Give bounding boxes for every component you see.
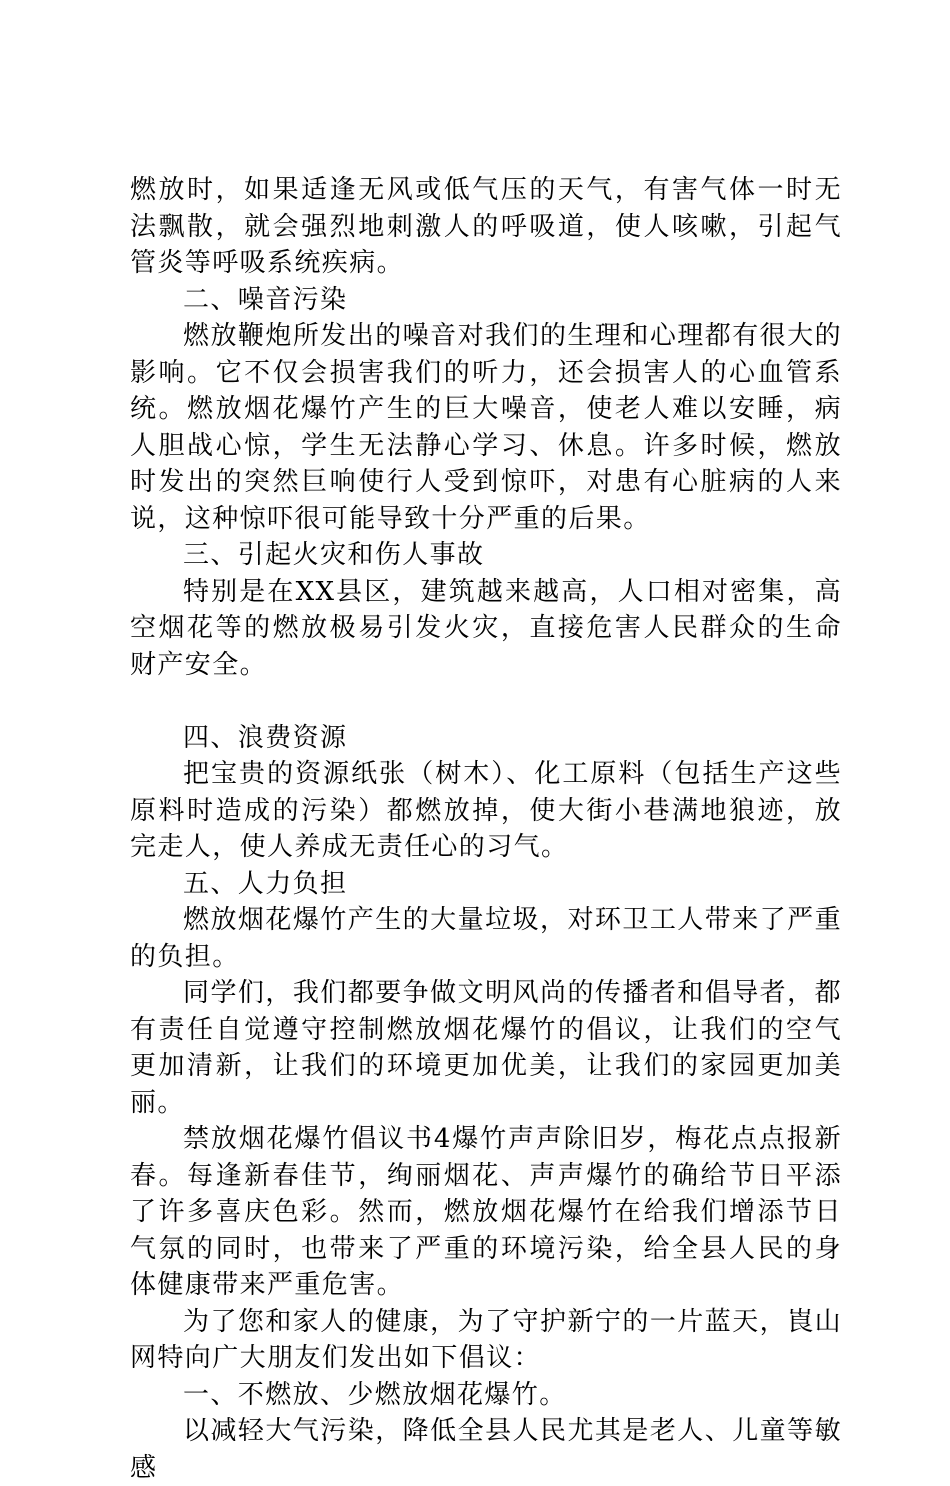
paragraph-waste-resources: 把宝贵的资源纸张（树木）、化工原料（包括生产这些原料时造成的污染）都燃放掉，使大街小巷满地狼迹，放完走人，使人养成无责任心的习气。 [130,759,842,862]
paragraph-fire-accidents: 特别是在XX县区，建筑越来越高，人口相对密集，高空烟花等的燃放极易引发火灾，直接危害人民群众的生命财产安全。 [130,576,842,680]
paragraph-reduce-pollution: 以减轻大气污染，降低全县人民尤其是老人、儿童等敏感 [130,1416,842,1483]
document-body [130,172,842,1486]
heading-labor-burden: 五、人力负担 [183,868,348,899]
paragraph-proposal-call: 为了您和家人的健康，为了守护新宁的一片蓝天，崀山网特向广大朋友们发出如下倡议： [130,1306,842,1373]
heading-fire-accidents: 三、引起火灾和伤人事故 [183,540,485,570]
heading-waste-resources: 四、浪费资源 [183,722,348,753]
heading-proposal-item-1: 一、不燃放、少燃放烟花爆竹。 [183,1379,567,1410]
paragraph-labor-burden: 燃放烟花爆竹产生的大量垃圾，对环卫工人带来了严重的负担。 [130,905,842,972]
paragraph-noise-pollution: 燃放鞭炮所发出的噪音对我们的生理和心理都有很大的影响。它不仅会损害我们的听力，还会损害人的心血管系统。燃放烟花爆竹产生的巨大噪音，使老人难以安睡，病人胆战心惊，学生无法静心学习、休息。许多时候，燃放时发出的突然巨响使行人受到惊吓，对患有心脏病的人来说，这种惊吓很可能导致十分严重的后果。 [130,321,842,534]
paragraph-students-appeal: 同学们，我们都要争做文明风尚的传播者和倡导者，都有责任自觉遵守控制燃放烟花爆竹的倡议，让我们的空气更加清新，让我们的环境更加优美，让我们的家园更加美丽。 [130,978,842,1118]
heading-noise-pollution: 二、噪音污染 [183,284,348,315]
paragraph-respiratory-effects: 燃放时，如果适逢无风或低气压的天气，有害气体一时无法飘散，就会强烈地刺激人的呼吸道，使人咳嗽，引起气管炎等呼吸系统疾病。 [130,175,842,278]
blank-line [130,683,842,720]
paragraph-proposal-4-intro: 禁放烟花爆竹倡议书4爆竹声声除旧岁，梅花点点报新春。每逢新春佳节，绚丽烟花、声声爆竹的确给节日平添了许多喜庆色彩。然而，燃放烟花爆竹在给我们增添节日气氛的同时，也带来了严重的环境污染，给全县人民的身体健康带来严重危害。 [130,1124,842,1300]
